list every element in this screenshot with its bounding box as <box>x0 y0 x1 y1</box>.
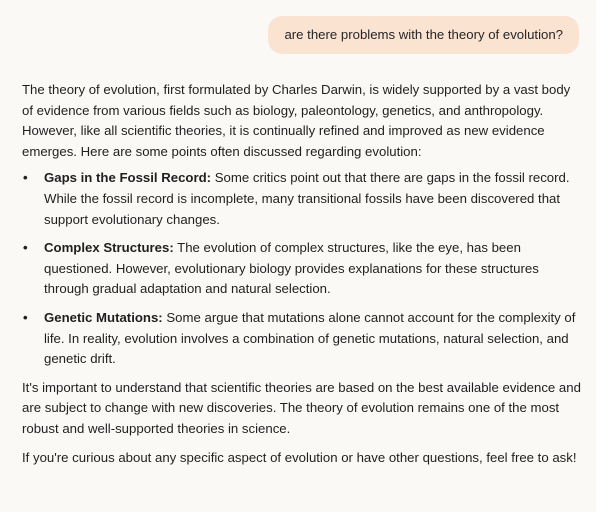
bullet-text: The evolution of complex structures, like the eye, has been questioned. However, evolutionary biology provides explanations for these structures through gradual adaptation and natural selection. <box>44 240 539 297</box>
bullet-dot-icon: • <box>23 309 28 325</box>
bullet-title: Gaps in the Fossil Record: <box>44 170 212 186</box>
bullet-item-complex-structures <box>22 238 582 300</box>
user-message-row <box>268 16 579 54</box>
bullet-dot-icon: • <box>23 170 28 186</box>
bullet-text: Some argue that mutations alone cannot account for the complexity of life. In reality, evolution involves a combination of genetic mutations, natural selection, and genetic drift. <box>44 309 576 367</box>
bullet-item-genetic-mutations <box>22 308 582 370</box>
bullet-title: Genetic Mutations: <box>44 309 163 325</box>
bullet-text: Some critics point out that there are gaps in the fossil record. While the fossil record is incomplete, many transitional fossils have been discovered that support evolutionary changes. <box>44 170 570 227</box>
assistant-response <box>22 80 582 468</box>
assistant-intro-paragraph: The theory of evolution, first formulated by Charles Darwin, is widely supported by a vast body of evidence from various fields such as biology, paleontology, genetics, and anthropology. However, like all scientific theories, it is continually refined and improved as new evidence emerges. Here are some points often discussed regarding evolution: <box>22 82 571 159</box>
assistant-followup-paragraph: If you're curious about any specific aspect of evolution or have other questions, feel free to ask! <box>22 449 577 465</box>
assistant-closing-paragraph: It's important to understand that scientific theories are based on the best available evidence and are subject to change with new discoveries. The theory of evolution remains one of the most robust and well-supported theories in science. <box>22 379 581 436</box>
bullet-item-fossil-record <box>22 168 582 230</box>
assistant-bullet-list <box>22 168 582 369</box>
bullet-title: Complex Structures: <box>44 240 174 256</box>
bullet-dot-icon: • <box>23 240 28 256</box>
user-message-bubble[interactable]: are there problems with the theory of evolution? <box>268 16 579 54</box>
